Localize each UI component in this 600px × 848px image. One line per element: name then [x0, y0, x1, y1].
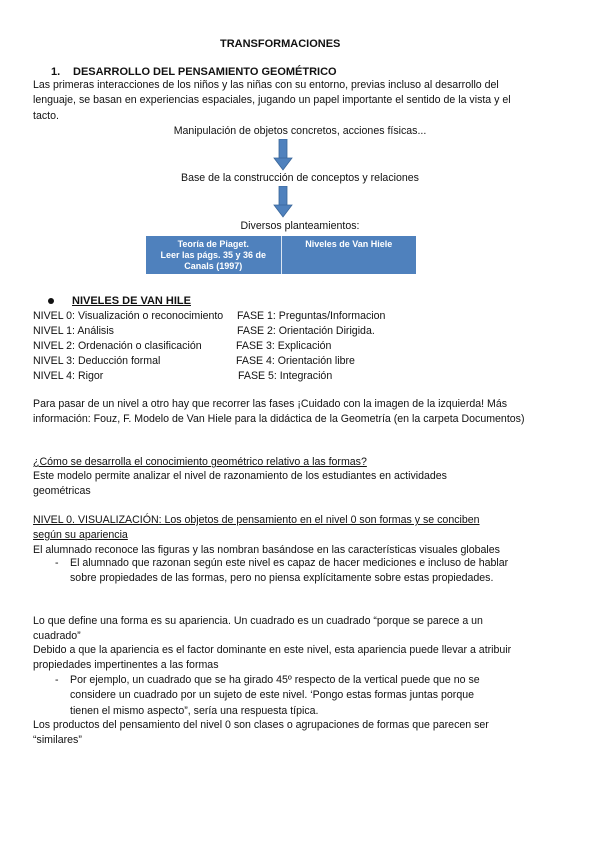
intro-paragraph: Las primeras interacciones de los niños y las niñas con su entorno, previas incluso al desarrollo del lenguaje, se basan en experiencias espaciales, jugando un papel importante el sentido de la vista y el tacto.	[33, 79, 511, 122]
section-number: 1.	[51, 66, 61, 78]
vanhiele-note: Para pasar de un nivel a otro hay que recorrer las fases ¡Cuidado con la imagen de la izquierda! Más información: Fouz, F. Modelo de Van Hiele para la didáctica de la Geometría (en la carpeta Documentos)	[33, 398, 525, 426]
level-2: NIVEL 2: Ordenación o clasificación	[33, 340, 202, 352]
table-cell-vanhiele: Niveles de Van Hiele	[281, 236, 417, 274]
level-0: NIVEL 0: Visualización o reconocimiento	[33, 310, 224, 322]
table-cell-piaget	[146, 236, 281, 274]
phase-5: FASE 5: Integración	[238, 370, 333, 382]
phase-3: FASE 3: Explicación	[236, 340, 332, 352]
piaget-line-2: Leer las págs. 35 y 36 de	[160, 250, 267, 260]
nivel0-bullet-2: Por ejemplo, un cuadrado que se ha girado 45º respecto de la vertical puede que no se considere un cuadrado por un sujeto de este nivel. ‘Pongo estas formas juntas porque tienen el mismo aspecto”, sería una respuesta típica.	[70, 674, 480, 717]
level-1: NIVEL 1: Análisis	[33, 325, 114, 337]
nivel0-paragraph-1: Lo que define una forma es su apariencia. Un cuadrado es un cuadrado “porque se parece a un cuadrado”	[33, 615, 483, 643]
nivel0-heading-line-1: NIVEL 0. VISUALIZACIÓN: Los objetos de pensamiento en el nivel 0 son formas y se conciben	[33, 514, 480, 526]
piaget-line-1: Teoría de Piaget.	[177, 239, 249, 249]
nivel0-text: El alumnado reconoce las figuras y las nombran basándose en las características visuales globales	[33, 544, 500, 556]
nivel0-heading-line-2: según su apariencia	[33, 529, 128, 541]
vanhiele-heading: NIVELES DE VAN HILE	[72, 295, 191, 307]
section-heading: DESARROLLO DEL PENSAMIENTO GEOMÉTRICO	[73, 66, 337, 78]
phase-2: FASE 2: Orientación Dirigida.	[237, 325, 375, 337]
level-4: NIVEL 4: Rigor	[33, 370, 104, 382]
nivel0-bullet-1: El alumnado que razonan según este nivel es capaz de hacer mediciones e incluso de hablar sobre propiedades de las formas, pero no piensa explícitamente sobre estas propiedades.	[70, 557, 509, 585]
dash-icon: -	[55, 674, 59, 686]
down-arrow-icon	[273, 139, 293, 171]
flow-step-2: Base de la construcción de conceptos y relaciones	[181, 172, 419, 184]
approaches-table	[146, 236, 416, 274]
bullet-icon	[48, 298, 54, 304]
nivel0-paragraph-2: Debido a que la apariencia es el factor dominante en este nivel, esta apariencia puede llevar a atribuir propiedades impertinentes a las formas	[33, 644, 512, 672]
phase-4: FASE 4: Orientación libre	[236, 355, 355, 367]
flow-step-1: Manipulación de objetos concretos, acciones físicas...	[173, 125, 427, 137]
piaget-line-3: Canals (1997)	[184, 261, 243, 271]
phase-1: FASE 1: Preguntas/Informacion	[237, 310, 386, 322]
flow-step-3: Diversos planteamientos:	[240, 220, 360, 232]
level-3: NIVEL 3: Deducción formal	[33, 355, 161, 367]
dash-icon: -	[55, 557, 59, 569]
document-title: TRANSFORMACIONES	[220, 38, 341, 50]
down-arrow-icon	[273, 186, 293, 218]
question-text: Este modelo permite analizar el nivel de razonamiento de los estudiantes en actividades geométricas	[33, 470, 447, 498]
nivel0-paragraph-3: Los productos del pensamiento del nivel 0 son clases o agrupaciones de formas que parecen ser “similares”	[33, 719, 489, 747]
question-heading: ¿Cómo se desarrolla el conocimiento geométrico relativo a las formas?	[33, 456, 367, 468]
